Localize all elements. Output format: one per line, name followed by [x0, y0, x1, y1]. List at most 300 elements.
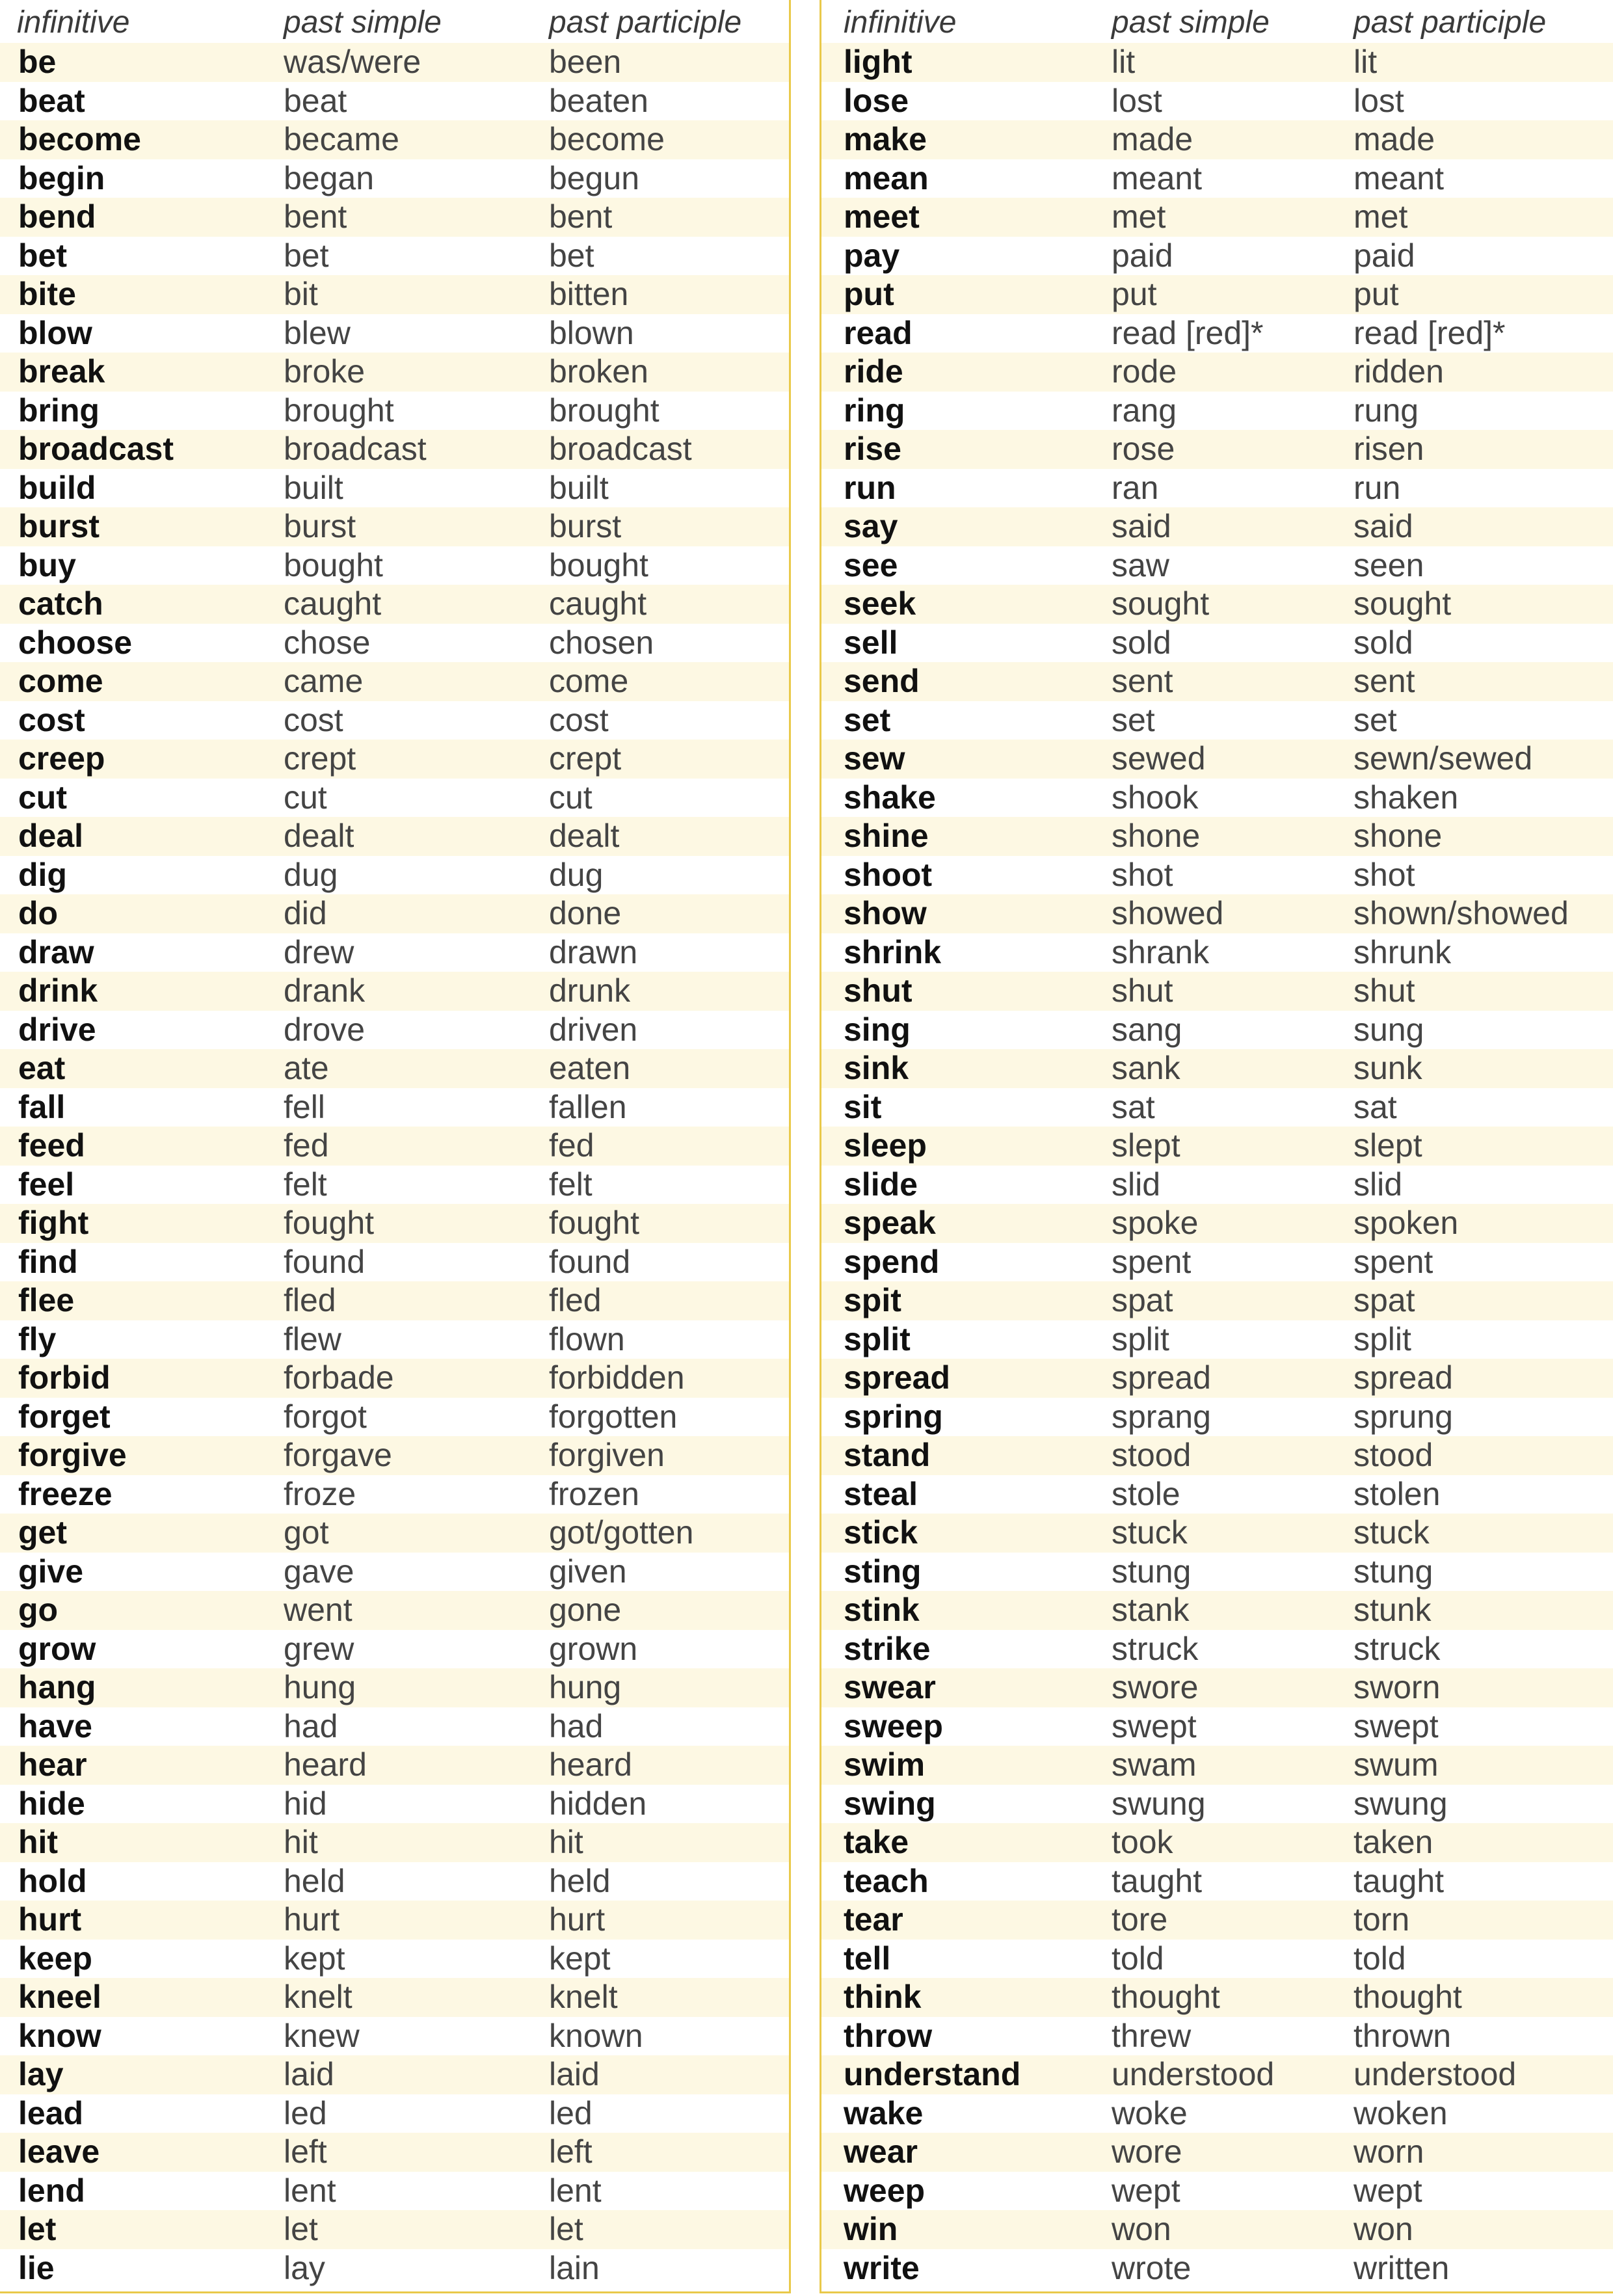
- infinitive-cell: cut: [18, 779, 67, 816]
- infinitive-cell: fly: [18, 1320, 57, 1357]
- past-participle-cell: struck: [1353, 1630, 1441, 1667]
- past-participle-cell: brought: [549, 392, 660, 429]
- past-participle-cell: thought: [1353, 1979, 1462, 2015]
- past-participle-cell: split: [1353, 1320, 1411, 1357]
- past-participle-cell: left: [549, 2133, 593, 2170]
- past-simple-cell: spoke: [1112, 1205, 1199, 1241]
- past-participle-cell: taught: [1353, 1862, 1445, 1899]
- right-table-header: [821, 0, 1613, 43]
- past-simple-cell: lay: [284, 2249, 325, 2286]
- past-participle-cell: run: [1353, 469, 1401, 506]
- infinitive-cell: speak: [844, 1205, 936, 1241]
- past-simple-cell: heard: [284, 1746, 367, 1783]
- verb-row: [0, 1166, 789, 1205]
- verb-row: [0, 2249, 789, 2288]
- past-simple-cell: fell: [284, 1088, 325, 1125]
- infinitive-cell: strike: [844, 1630, 931, 1667]
- past-participle-cell: felt: [549, 1166, 593, 1203]
- past-participle-cell: sat: [1353, 1088, 1397, 1125]
- verb-row: [0, 392, 789, 431]
- past-simple-cell: sprang: [1112, 1398, 1211, 1435]
- past-participle-cell: slept: [1353, 1127, 1422, 1164]
- past-participle-cell: burst: [549, 508, 622, 544]
- past-simple-cell: swept: [1112, 1707, 1197, 1744]
- header-past-simple: past simple: [284, 5, 442, 40]
- past-simple-cell: spat: [1112, 1282, 1173, 1318]
- verb-row: [821, 507, 1613, 546]
- verb-row: [821, 237, 1613, 276]
- past-participle-cell: meant: [1353, 159, 1444, 196]
- past-simple-cell: sang: [1112, 1011, 1182, 1048]
- past-participle-cell: stood: [1353, 1437, 1433, 1473]
- past-simple-cell: fought: [284, 1205, 375, 1241]
- verb-row: [821, 1166, 1613, 1205]
- infinitive-cell: see: [844, 546, 898, 583]
- past-simple-cell: slid: [1112, 1166, 1161, 1203]
- verb-row: [821, 1088, 1613, 1127]
- infinitive-cell: swing: [844, 1785, 936, 1822]
- infinitive-cell: shoot: [844, 856, 933, 893]
- verb-row: [0, 2133, 789, 2172]
- verb-row: [0, 779, 789, 818]
- past-simple-cell: taught: [1112, 1862, 1203, 1899]
- past-simple-cell: struck: [1112, 1630, 1199, 1667]
- infinitive-cell: buy: [18, 546, 76, 583]
- past-participle-cell: swept: [1353, 1707, 1439, 1744]
- past-simple-cell: saw: [1112, 546, 1169, 583]
- infinitive-cell: be: [18, 44, 57, 80]
- verb-row: [0, 1281, 789, 1320]
- verb-row: [821, 1204, 1613, 1243]
- past-participle-cell: told: [1353, 1940, 1406, 1977]
- infinitive-cell: do: [18, 895, 59, 931]
- past-simple-cell: hurt: [284, 1901, 340, 1938]
- infinitive-cell: spend: [844, 1243, 940, 1280]
- verb-row: [0, 662, 789, 701]
- past-simple-cell: won: [1112, 2211, 1171, 2247]
- verb-row: [0, 701, 789, 740]
- past-participle-cell: fed: [549, 1127, 594, 1164]
- infinitive-cell: light: [844, 44, 913, 80]
- past-simple-cell: spread: [1112, 1359, 1211, 1396]
- infinitive-cell: show: [844, 895, 927, 931]
- verb-row: [821, 1785, 1613, 1824]
- infinitive-cell: shrink: [844, 933, 942, 970]
- verb-row: [0, 1553, 789, 1592]
- past-simple-cell: felt: [284, 1166, 327, 1203]
- past-participle-cell: spoken: [1353, 1205, 1459, 1241]
- verb-row: [821, 972, 1613, 1011]
- past-participle-cell: set: [1353, 701, 1397, 738]
- verb-row: [821, 1436, 1613, 1475]
- past-participle-cell: grown: [549, 1630, 638, 1667]
- infinitive-cell: know: [18, 2017, 101, 2054]
- past-simple-cell: made: [1112, 121, 1193, 157]
- past-participle-cell: woken: [1353, 2094, 1448, 2131]
- verb-row: [0, 120, 789, 159]
- verb-row: [0, 1127, 789, 1166]
- infinitive-cell: wear: [844, 2133, 918, 2170]
- past-participle-cell: spread: [1353, 1359, 1453, 1396]
- past-participle-cell: done: [549, 895, 622, 931]
- verb-row: [0, 585, 789, 624]
- past-participle-cell: slid: [1353, 1166, 1403, 1203]
- verb-row: [821, 120, 1613, 159]
- past-participle-cell: caught: [549, 585, 647, 622]
- past-simple-cell: swore: [1112, 1669, 1199, 1705]
- past-simple-cell: broke: [284, 353, 366, 390]
- past-participle-cell: hidden: [549, 1785, 647, 1822]
- infinitive-cell: forbid: [18, 1359, 111, 1396]
- infinitive-cell: sit: [844, 1088, 882, 1125]
- past-simple-cell: held: [284, 1862, 345, 1899]
- past-simple-cell: stank: [1112, 1592, 1190, 1628]
- verb-row: [0, 1591, 789, 1630]
- infinitive-cell: build: [18, 469, 96, 506]
- verb-row: [821, 1746, 1613, 1785]
- infinitive-cell: ring: [844, 392, 905, 429]
- past-simple-cell: paid: [1112, 237, 1173, 274]
- verb-row: [0, 82, 789, 121]
- verb-row: [0, 2210, 789, 2249]
- past-simple-cell: shrank: [1112, 933, 1210, 970]
- verb-row: [821, 740, 1613, 779]
- past-participle-cell: lost: [1353, 82, 1404, 119]
- infinitive-cell: keep: [18, 1940, 92, 1977]
- past-simple-cell: cut: [284, 779, 327, 816]
- past-simple-cell: sought: [1112, 585, 1210, 622]
- verb-row: [821, 1359, 1613, 1398]
- verb-row: [821, 546, 1613, 585]
- past-simple-cell: read [red]*: [1112, 314, 1264, 351]
- infinitive-cell: beat: [18, 82, 85, 119]
- verb-row: [0, 1011, 789, 1050]
- infinitive-cell: lay: [18, 2056, 64, 2092]
- infinitive-cell: go: [18, 1592, 59, 1628]
- infinitive-cell: kneel: [18, 1979, 101, 2015]
- past-participle-cell: met: [1353, 198, 1408, 235]
- verb-row: [821, 82, 1613, 121]
- infinitive-cell: spring: [844, 1398, 943, 1435]
- verb-row: [821, 779, 1613, 818]
- past-simple-cell: gave: [284, 1553, 354, 1590]
- verb-row: [0, 430, 789, 469]
- verb-row: [0, 275, 789, 314]
- infinitive-cell: hide: [18, 1785, 85, 1822]
- past-participle-cell: sewn/sewed: [1353, 740, 1533, 777]
- past-simple-cell: cost: [284, 701, 343, 738]
- verb-row: [0, 1978, 789, 2017]
- past-simple-cell: thought: [1112, 1979, 1220, 2015]
- infinitive-cell: spread: [844, 1359, 950, 1396]
- past-simple-cell: hung: [284, 1669, 356, 1705]
- past-participle-cell: known: [549, 2017, 643, 2054]
- past-participle-cell: frozen: [549, 1475, 639, 1512]
- verb-row: [821, 43, 1613, 82]
- past-simple-cell: rose: [1112, 431, 1175, 467]
- past-participle-cell: had: [549, 1707, 604, 1744]
- verb-row: [0, 933, 789, 972]
- past-simple-cell: wrote: [1112, 2249, 1192, 2286]
- infinitive-cell: meet: [844, 198, 920, 235]
- past-participle-cell: led: [549, 2094, 593, 2131]
- past-participle-cell: fled: [549, 1282, 602, 1318]
- past-simple-cell: began: [284, 159, 375, 196]
- left-verb-table: [0, 0, 791, 2293]
- verb-row: [0, 546, 789, 585]
- past-participle-cell: bent: [549, 198, 613, 235]
- infinitive-cell: swim: [844, 1746, 926, 1783]
- past-participle-cell: spent: [1353, 1243, 1433, 1280]
- past-simple-cell: laid: [284, 2056, 334, 2092]
- infinitive-cell: stand: [844, 1437, 931, 1473]
- past-simple-cell: bit: [284, 276, 318, 312]
- right-verb-table: [820, 0, 1613, 2293]
- past-simple-cell: led: [284, 2094, 327, 2131]
- infinitive-cell: write: [844, 2249, 920, 2286]
- past-simple-cell: broadcast: [284, 431, 427, 467]
- past-simple-cell: did: [284, 895, 327, 931]
- verb-row: [821, 1862, 1613, 1901]
- past-participle-cell: beaten: [549, 82, 648, 119]
- verb-row: [0, 198, 789, 237]
- infinitive-cell: leave: [18, 2133, 100, 2170]
- past-simple-cell: let: [284, 2211, 318, 2247]
- infinitive-cell: feel: [18, 1166, 75, 1203]
- past-simple-cell: forbade: [284, 1359, 394, 1396]
- verb-row: [821, 2017, 1613, 2056]
- verb-row: [821, 1668, 1613, 1707]
- infinitive-cell: begin: [18, 159, 105, 196]
- past-simple-cell: forgot: [284, 1398, 367, 1435]
- past-participle-cell: shown/showed: [1353, 895, 1569, 931]
- infinitive-cell: ride: [844, 353, 903, 390]
- past-participle-cell: flown: [549, 1320, 625, 1357]
- past-participle-cell: cut: [549, 779, 593, 816]
- infinitive-cell: set: [844, 701, 891, 738]
- verb-row: [0, 740, 789, 779]
- past-simple-cell: put: [1112, 276, 1157, 312]
- verb-row: [821, 1011, 1613, 1050]
- verb-row: [821, 430, 1613, 469]
- past-simple-cell: rode: [1112, 353, 1177, 390]
- past-participle-cell: lit: [1353, 44, 1378, 80]
- past-simple-cell: said: [1112, 508, 1171, 544]
- past-participle-cell: sunk: [1353, 1050, 1422, 1086]
- past-simple-cell: meant: [1112, 159, 1202, 196]
- infinitive-cell: forgive: [18, 1437, 127, 1473]
- verb-row: [0, 1088, 789, 1127]
- past-participle-cell: given: [549, 1553, 627, 1590]
- past-participle-cell: drawn: [549, 933, 638, 970]
- infinitive-cell: steal: [844, 1475, 918, 1512]
- verb-row: [821, 469, 1613, 508]
- past-simple-cell: got: [284, 1514, 329, 1551]
- past-participle-cell: made: [1353, 121, 1435, 157]
- past-participle-cell: worn: [1353, 2133, 1424, 2170]
- past-simple-cell: became: [284, 121, 399, 157]
- infinitive-cell: burst: [18, 508, 100, 544]
- verb-row: [821, 198, 1613, 237]
- past-participle-cell: sold: [1353, 624, 1413, 661]
- infinitive-cell: throw: [844, 2017, 933, 2054]
- past-participle-cell: sung: [1353, 1011, 1424, 1048]
- verb-row: [821, 1281, 1613, 1320]
- verb-row: [0, 856, 789, 895]
- verb-row: [0, 1862, 789, 1901]
- verb-row: [821, 817, 1613, 856]
- infinitive-cell: bet: [18, 237, 67, 274]
- infinitive-cell: hold: [18, 1862, 87, 1899]
- infinitive-cell: spit: [844, 1282, 901, 1318]
- infinitive-cell: bring: [18, 392, 100, 429]
- infinitive-cell: pay: [844, 237, 900, 274]
- past-simple-cell: stuck: [1112, 1514, 1188, 1551]
- verb-row: [0, 1436, 789, 1475]
- infinitive-cell: hang: [18, 1669, 96, 1705]
- past-participle-cell: taken: [1353, 1824, 1433, 1860]
- past-participle-cell: sworn: [1353, 1669, 1441, 1705]
- verb-row: [821, 159, 1613, 198]
- infinitive-cell: bite: [18, 276, 76, 312]
- past-participle-cell: sought: [1353, 585, 1452, 622]
- verb-row: [0, 1668, 789, 1707]
- verb-row: [0, 1823, 789, 1862]
- verb-row: [821, 2249, 1613, 2288]
- past-participle-cell: put: [1353, 276, 1399, 312]
- verb-row: [821, 1398, 1613, 1437]
- infinitive-cell: take: [844, 1824, 909, 1860]
- past-simple-cell: hid: [284, 1785, 327, 1822]
- past-participle-cell: hung: [549, 1669, 622, 1705]
- past-participle-cell: stung: [1353, 1553, 1433, 1590]
- verb-row: [0, 43, 789, 82]
- past-simple-cell: dealt: [284, 818, 354, 854]
- past-simple-cell: fed: [284, 1127, 329, 1164]
- past-simple-cell: brought: [284, 392, 394, 429]
- verb-row: [821, 1049, 1613, 1088]
- past-simple-cell: bet: [284, 237, 329, 274]
- verb-row: [821, 353, 1613, 392]
- past-simple-cell: found: [284, 1243, 366, 1280]
- past-participle-cell: rung: [1353, 392, 1419, 429]
- past-participle-cell: come: [549, 663, 629, 699]
- past-participle-cell: been: [549, 44, 622, 80]
- infinitive-cell: rise: [844, 431, 901, 467]
- infinitive-cell: deal: [18, 818, 84, 854]
- past-simple-cell: drank: [284, 972, 366, 1009]
- verb-row: [0, 1475, 789, 1514]
- past-simple-cell: drove: [284, 1011, 366, 1048]
- verb-row: [821, 1514, 1613, 1553]
- past-participle-cell: cost: [549, 701, 609, 738]
- verb-row: [0, 1707, 789, 1746]
- past-simple-cell: hit: [284, 1824, 318, 1860]
- infinitive-cell: shake: [844, 779, 936, 816]
- infinitive-cell: grow: [18, 1630, 96, 1667]
- verb-row: [0, 1940, 789, 1979]
- infinitive-cell: lend: [18, 2172, 85, 2209]
- verb-row: [821, 2210, 1613, 2249]
- past-simple-cell: sank: [1112, 1050, 1180, 1086]
- infinitive-cell: cost: [18, 701, 85, 738]
- past-simple-cell: split: [1112, 1320, 1169, 1357]
- past-simple-cell: ran: [1112, 469, 1159, 506]
- past-participle-cell: broken: [549, 353, 648, 390]
- past-simple-cell: sold: [1112, 624, 1171, 661]
- infinitive-cell: say: [844, 508, 898, 544]
- infinitive-cell: sting: [844, 1553, 922, 1590]
- verb-row: [0, 972, 789, 1011]
- past-participle-cell: laid: [549, 2056, 600, 2092]
- infinitive-cell: dig: [18, 856, 67, 893]
- infinitive-cell: get: [18, 1514, 67, 1551]
- header-infinitive: infinitive: [844, 5, 957, 40]
- infinitive-cell: sing: [844, 1011, 911, 1048]
- past-simple-cell: burst: [284, 508, 356, 544]
- past-participle-cell: drunk: [549, 972, 631, 1009]
- past-participle-cell: risen: [1353, 431, 1424, 467]
- past-participle-cell: swung: [1353, 1785, 1448, 1822]
- infinitive-cell: forget: [18, 1398, 111, 1435]
- infinitive-cell: drink: [18, 972, 98, 1009]
- verb-row: [821, 1940, 1613, 1979]
- past-participle-cell: let: [549, 2211, 583, 2247]
- past-simple-cell: grew: [284, 1630, 354, 1667]
- verb-row: [0, 507, 789, 546]
- verb-row: [821, 1320, 1613, 1359]
- verb-row: [0, 1320, 789, 1359]
- past-participle-cell: held: [549, 1862, 611, 1899]
- verb-row: [821, 1553, 1613, 1592]
- infinitive-cell: lie: [18, 2249, 55, 2286]
- past-simple-cell: threw: [1112, 2017, 1192, 2054]
- infinitive-cell: wake: [844, 2094, 924, 2131]
- past-simple-cell: stood: [1112, 1437, 1192, 1473]
- verb-row: [0, 1785, 789, 1824]
- verb-row: [0, 1243, 789, 1282]
- infinitive-cell: let: [18, 2211, 57, 2247]
- infinitive-cell: stick: [844, 1514, 918, 1551]
- infinitive-cell: find: [18, 1243, 78, 1280]
- verb-row: [821, 662, 1613, 701]
- infinitive-cell: shut: [844, 972, 913, 1009]
- verb-row: [0, 159, 789, 198]
- verb-row: [821, 1707, 1613, 1746]
- infinitive-cell: hurt: [18, 1901, 82, 1938]
- verb-row: [0, 894, 789, 933]
- verb-row: [821, 1823, 1613, 1862]
- verb-row: [0, 1901, 789, 1940]
- past-simple-cell: bought: [284, 546, 383, 583]
- past-simple-cell: wore: [1112, 2133, 1182, 2170]
- past-participle-cell: eaten: [549, 1050, 631, 1086]
- infinitive-cell: catch: [18, 585, 103, 622]
- past-participle-cell: kept: [549, 1940, 611, 1977]
- past-simple-cell: wept: [1112, 2172, 1180, 2209]
- past-simple-cell: shot: [1112, 856, 1173, 893]
- infinitive-cell: tell: [844, 1940, 891, 1977]
- past-participle-cell: swum: [1353, 1746, 1439, 1783]
- past-participle-cell: knelt: [549, 1979, 618, 2015]
- verb-row: [0, 1630, 789, 1669]
- past-simple-cell: came: [284, 663, 364, 699]
- verb-row: [0, 2055, 789, 2094]
- past-simple-cell: sent: [1112, 663, 1173, 699]
- verb-row: [821, 1127, 1613, 1166]
- past-participle-cell: become: [549, 121, 665, 157]
- past-simple-cell: slept: [1112, 1127, 1180, 1164]
